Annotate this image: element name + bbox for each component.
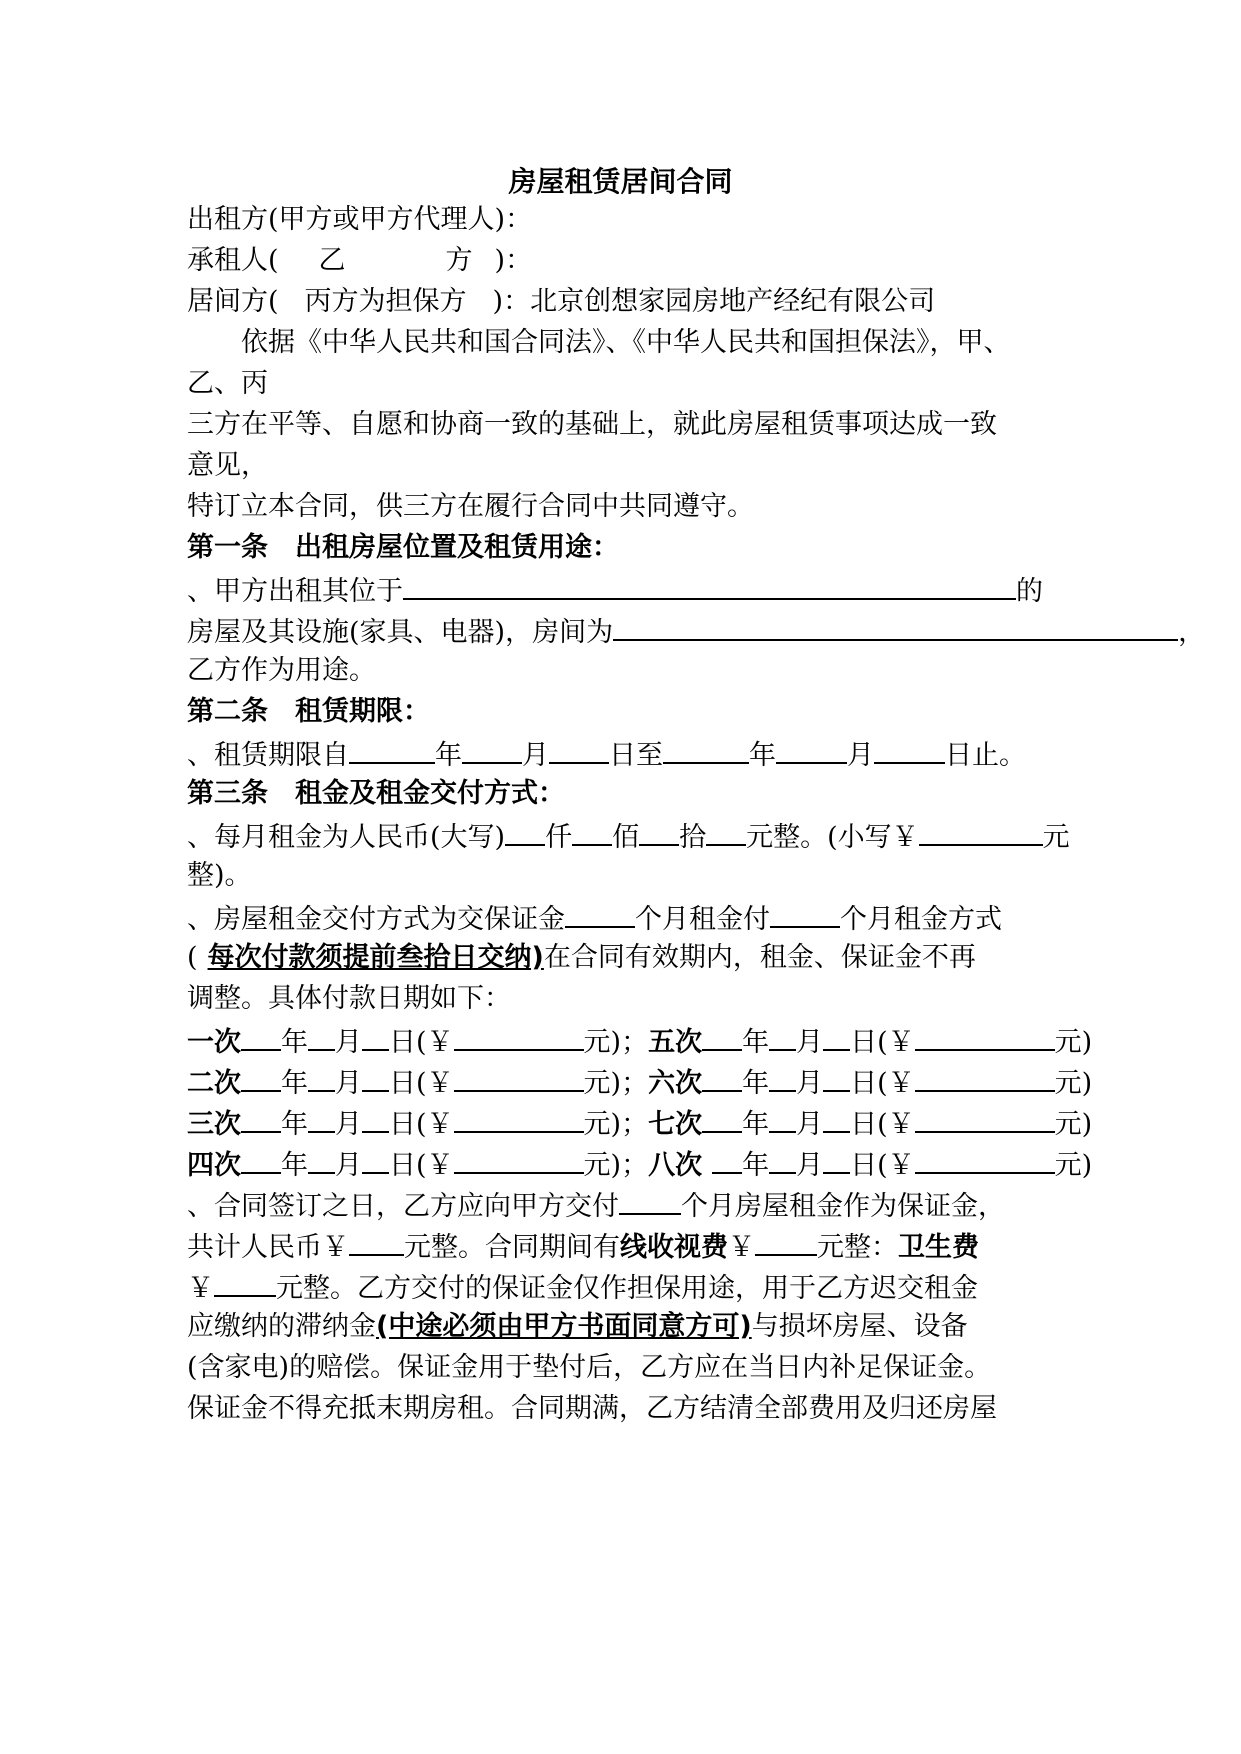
damage-text: 与损坏房屋、设备 [751, 1311, 968, 1342]
installment-year-label: 年 [742, 1109, 770, 1140]
installment-day-blank[interactable] [362, 1022, 389, 1051]
agent-name: )：北京创想家园房地产经纪有限公司 [492, 286, 936, 317]
installment-year-blank[interactable] [241, 1022, 281, 1051]
installment-yuan-label: 元) [1054, 1109, 1093, 1140]
installment-day-blank[interactable] [362, 1145, 389, 1174]
installment-year-label: 年 [281, 1027, 308, 1058]
installment-month-blank[interactable] [308, 1145, 335, 1174]
rent-shi-blank[interactable] [639, 817, 679, 846]
installment-month-label: 月 [796, 1068, 824, 1099]
installment-row [187, 1063, 1092, 1102]
deposit-months-blank[interactable] [565, 899, 635, 928]
payment-method-line [187, 899, 1002, 938]
installment-row [187, 1022, 1092, 1061]
installment-amount-blank[interactable] [454, 1104, 584, 1133]
installment-yuan-label: 元) [1054, 1150, 1093, 1181]
payment-mid: 个月租金付 [635, 904, 770, 935]
written-consent-note: (中途必须由甲方书面同意方可) [376, 1311, 752, 1342]
installment-amount-blank[interactable] [915, 1104, 1055, 1133]
lessor-line [187, 202, 532, 238]
agent-label: 居间方( [187, 286, 279, 317]
end-month-blank[interactable] [776, 735, 847, 764]
installment-amount-blank[interactable] [454, 1063, 584, 1092]
bai-label: 佰 [612, 822, 640, 853]
payment-end: 个月租金方式 [840, 904, 1002, 935]
document-title: 房屋租赁居间合同 [508, 165, 733, 198]
installment-amount-blank[interactable] [915, 1145, 1055, 1174]
lessee-b: 乙 [318, 245, 346, 276]
installment-month-label: 月 [335, 1109, 362, 1140]
lessee-c: 方 [445, 245, 473, 276]
deposit-line-2 [187, 1227, 979, 1266]
installment-day-blank[interactable] [823, 1145, 850, 1174]
payment-schedule-intro: 调整。具体付款日期如下： [187, 983, 511, 1014]
deposit-total-suffix: 元整。合同期间有 [404, 1232, 620, 1263]
start-day-blank[interactable] [549, 735, 609, 764]
tv-fee-blank[interactable] [755, 1227, 817, 1256]
installment-amount-label: 日(￥ [389, 1068, 454, 1099]
installment-amount-label: 日(￥ [389, 1150, 454, 1181]
late-fee-text: 应缴纳的滞纳金 [187, 1311, 376, 1342]
note-open: ( [187, 942, 198, 973]
installment-amount-label: 日(￥ [850, 1109, 915, 1140]
article-1-use-line: 乙方作为用途。 [187, 655, 376, 686]
installment-day-blank[interactable] [823, 1063, 850, 1092]
preamble-line-2: 乙、丙 [187, 368, 268, 399]
deposit-usage-text: 元整。乙方交付的保证金仅作担保用途，用于乙方迟交租金 [276, 1273, 978, 1304]
rent-bai-blank[interactable] [572, 817, 612, 846]
installment-label: 三次 [187, 1109, 241, 1140]
deposit-line-5: (含家电)的赔偿。保证金用于垫付后，乙方应在当日内补足保证金。 [187, 1352, 992, 1383]
installment-yuan-label: 元)； [583, 1068, 649, 1099]
sanitation-fee-blank[interactable] [214, 1268, 276, 1297]
installment-amount-blank[interactable] [915, 1063, 1055, 1092]
sanitation-currency: ￥ [187, 1273, 214, 1304]
end-day-blank[interactable] [874, 735, 945, 764]
room-blank[interactable] [613, 612, 1178, 641]
installment-month-blank[interactable] [769, 1063, 796, 1092]
agent-line [187, 284, 935, 320]
installment-year-blank[interactable] [702, 1104, 742, 1133]
deposit-line-4 [187, 1309, 968, 1345]
installment-month-blank[interactable] [308, 1022, 335, 1051]
deposit-line-1 [187, 1186, 1005, 1225]
installment-label: 五次 [648, 1027, 703, 1058]
installment-year-label: 年 [742, 1027, 770, 1058]
article-1-location-line [187, 571, 1043, 610]
installment-day-blank[interactable] [362, 1104, 389, 1133]
installment-month-label: 月 [796, 1109, 824, 1140]
deposit-line-3 [187, 1268, 978, 1307]
preamble-line-1: 依据《中华人民共和国合同法》、《中华人民共和国担保法》，甲、 [241, 327, 1011, 358]
location-suffix: 的 [1016, 576, 1043, 607]
lessee-line [187, 243, 532, 279]
installment-row [187, 1104, 1092, 1143]
installment-amount-blank[interactable] [454, 1022, 584, 1051]
installment-amount-blank[interactable] [454, 1145, 584, 1174]
installment-day-blank[interactable] [823, 1104, 850, 1133]
room-label: 房屋及其设施(家具、电器)，房间为 [187, 617, 614, 648]
installment-year-blank[interactable] [702, 1063, 742, 1092]
installment-yuan-label: 元)； [583, 1109, 649, 1140]
installment-year-blank[interactable] [702, 1022, 742, 1051]
installment-month-label: 月 [335, 1068, 362, 1099]
installment-amount-blank[interactable] [915, 1022, 1055, 1051]
installment-amount-label: 日(￥ [389, 1027, 454, 1058]
tv-fee-currency: ￥ [728, 1232, 755, 1263]
lessee-d: )： [494, 245, 533, 276]
advance-payment-note: 每次付款须提前叁拾日交纳) [207, 942, 544, 973]
sanitation-fee-label: 卫生费 [898, 1232, 979, 1263]
qian-label: 仟 [545, 822, 573, 853]
deposit-months-blank-2[interactable] [619, 1186, 681, 1215]
installment-label: 二次 [187, 1068, 241, 1099]
article-1-heading: 第一条 出租房屋位置及租赁用途： [187, 532, 619, 563]
start-day-label: 日至 [609, 740, 663, 771]
installment-amount-label: 日(￥ [850, 1150, 915, 1181]
deposit-total-blank[interactable] [349, 1227, 404, 1256]
installment-month-blank[interactable] [769, 1022, 796, 1051]
preamble-line-4: 意见， [187, 450, 268, 481]
installment-year-label: 年 [281, 1150, 308, 1181]
rent-label: 、每月租金为人民币(大写) [187, 822, 506, 853]
end-year-blank[interactable] [663, 735, 749, 764]
rent-qian-blank[interactable] [505, 817, 545, 846]
installment-year-blank[interactable] [241, 1145, 281, 1174]
tv-fee-label: 线收视费 [620, 1232, 728, 1263]
installment-month-label: 月 [796, 1027, 824, 1058]
start-month-blank[interactable] [462, 735, 522, 764]
end-year-label: 年 [749, 740, 776, 771]
installment-yuan-label: 元) [1054, 1027, 1093, 1058]
article-2-heading: 第二条 租赁期限： [187, 696, 430, 727]
installment-yuan-label: 元) [1054, 1068, 1093, 1099]
start-year-label: 年 [435, 740, 462, 771]
rent-figure-blank[interactable] [919, 817, 1043, 846]
installment-label: 六次 [648, 1068, 703, 1099]
installment-amount-label: 日(￥ [850, 1068, 915, 1099]
installment-year-label: 年 [281, 1109, 308, 1140]
installment-month-blank[interactable] [769, 1104, 796, 1133]
deposit-suffix: 个月房屋租金作为保证金， [681, 1191, 1005, 1222]
start-month-label: 月 [522, 740, 549, 771]
term-label: 、租赁期限自 [187, 740, 349, 771]
installment-amount-label: 日(￥ [389, 1109, 454, 1140]
installment-label: 四次 [187, 1150, 241, 1181]
installment-month-blank[interactable] [308, 1063, 335, 1092]
preamble-line-3: 三方在平等、自愿和协商一致的基础上，就此房屋租赁事项达成一致 [187, 409, 997, 440]
deposit-line-6: 保证金不得充抵末期房租。合同期满，乙方结清全部费用及归还房屋 [187, 1393, 997, 1424]
article-3-heading: 第三条 租金及租金交付方式： [187, 778, 565, 809]
rent-line-end: 整)。 [187, 860, 252, 891]
installment-month-label: 月 [335, 1150, 362, 1181]
payment-note-line [187, 940, 976, 976]
monthly-rent-line [187, 817, 1070, 856]
installment-label: 七次 [648, 1109, 703, 1140]
installment-month-label: 月 [335, 1027, 362, 1058]
start-year-blank[interactable] [349, 735, 435, 764]
rent-yuan-blank[interactable] [706, 817, 746, 846]
location-label: 、甲方出租其位于 [187, 576, 403, 607]
end-month-label: 月 [847, 740, 874, 771]
lessor-label: 出租方(甲方或甲方代理人)： [187, 204, 533, 235]
installment-amount-label: 日(￥ [850, 1027, 915, 1058]
yuanzheng-label: 元整。(小写￥ [746, 822, 919, 853]
deposit-label: 、合同签订之日，乙方应向甲方交付 [187, 1191, 619, 1222]
tv-fee-suffix: 元整： [817, 1232, 898, 1263]
installment-month-blank[interactable] [769, 1145, 796, 1174]
pay-months-blank[interactable] [770, 899, 840, 928]
location-blank[interactable] [403, 571, 1016, 600]
room-suffix: ， [1178, 617, 1206, 648]
installment-month-blank[interactable] [308, 1104, 335, 1133]
preamble-line-5: 特订立本合同，供三方在履行合同中共同遵守。 [187, 491, 754, 522]
installment-day-blank[interactable] [362, 1063, 389, 1092]
installment-year-blank[interactable] [712, 1145, 742, 1174]
installment-label: 八次 [648, 1150, 703, 1181]
end-day-label: 日止。 [945, 740, 1026, 771]
installment-year-label: 年 [742, 1150, 770, 1181]
installment-yuan-label: 元)； [583, 1027, 649, 1058]
payment-label: 、房屋租金交付方式为交保证金 [187, 904, 565, 935]
lease-term-line [187, 735, 1026, 774]
lessee-label: 承租人( [187, 245, 279, 276]
installment-month-label: 月 [796, 1150, 824, 1181]
yuan-label: 元 [1042, 822, 1070, 853]
installment-year-blank[interactable] [241, 1063, 281, 1092]
installment-year-label: 年 [281, 1068, 308, 1099]
installment-row [187, 1145, 1092, 1184]
deposit-total-label: 共计人民币￥ [187, 1232, 349, 1263]
installment-label: 一次 [187, 1027, 241, 1058]
article-1-room-line [187, 612, 1205, 651]
note-rest: 在合同有效期内，租金、保证金不再 [543, 942, 976, 973]
installment-yuan-label: 元)； [583, 1150, 649, 1181]
agent-role: 丙方为担保方 [304, 286, 467, 317]
installment-year-blank[interactable] [241, 1104, 281, 1133]
installment-year-label: 年 [742, 1068, 770, 1099]
installment-day-blank[interactable] [823, 1022, 850, 1051]
shi-label: 拾 [679, 822, 707, 853]
